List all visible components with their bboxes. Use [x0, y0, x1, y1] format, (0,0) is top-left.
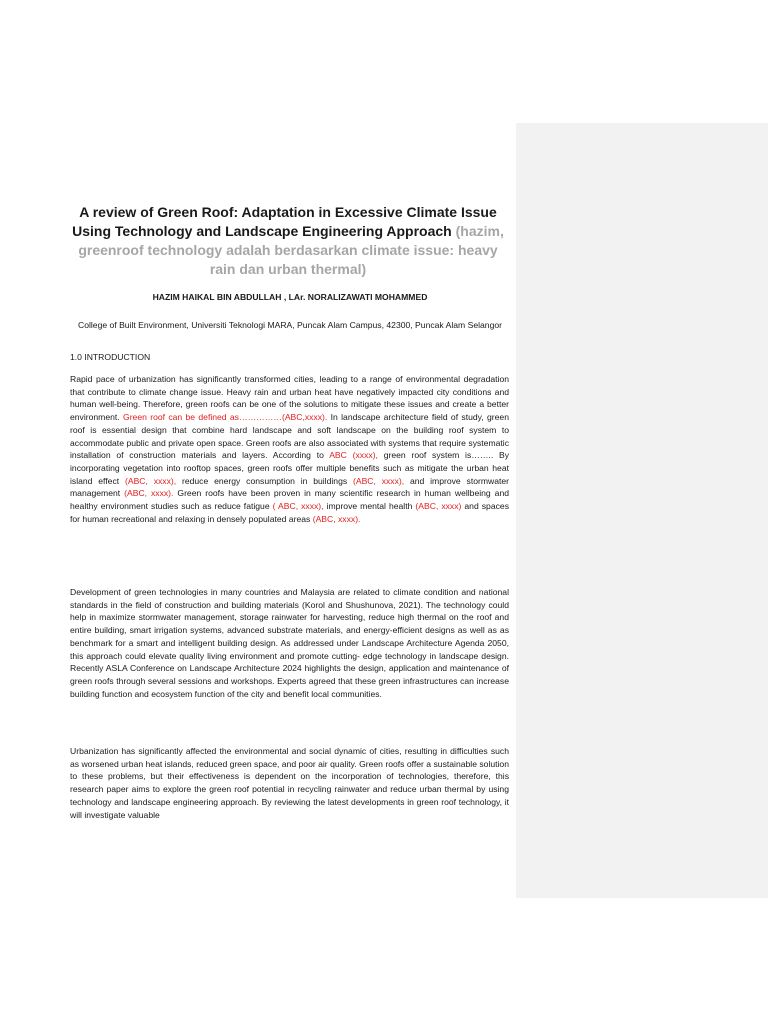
- citation-placeholder: (ABC, xxxx),: [352, 475, 405, 486]
- paper-title-main: A review of Green Roof: Adaptation in Excessive Climate Issue Using Technology and Landscape Engineering Approach: [72, 204, 497, 239]
- paragraph-intro: [70, 373, 509, 525]
- text-run: Rapid pace of urbanization has significantly transformed cities, leading to a range of environmental degradation that contribute to climate change issue. Heavy rain and urban heat have negatively impacted city conditions and human well-being. Therefore, green roofs can be one of the solutions to mitigate these issues and create a better environment.: [70, 374, 509, 423]
- section-heading: 1.0 INTRODUCTION: [70, 352, 151, 362]
- text-run: improve mental health: [326, 501, 413, 512]
- text-run: green roof system is…….. By incorporating vegetation into rooftop spaces, green roofs offer multiple benefits such as mitigate the urban heat island effect: [70, 450, 510, 486]
- citation-placeholder: Green roof can be defined as……………(ABC,xxxx).: [123, 412, 328, 423]
- text-run: Green roofs have been proven in many scientific research in human wellbeing and healthy environment studies such as reduce fatigue: [70, 488, 509, 512]
- authors-line: HAZIM HAIKAL BIN ABDULLAH , LAr. NORALIZAWATI MOHAMMED: [152, 292, 428, 302]
- paragraph-urbanization: Urbanization has significantly affected the environmental and social dynamic of cities, resulting in difficulties such as worsened urban heat islands, reduced green space, and poor air quality. Green roofs offer a sustainable solution to these problems, but their effectiveness is dependent on the incorporation of technologies, therefore, this research paper aims to explore the green roof potential in recycling rainwater and reduce urban thermal by using technology and landscape engineering approach. By reviewing the latest developments in green roof technology, it will investigate valuable: [70, 746, 509, 820]
- citation-placeholder: (ABC, xxxx).: [312, 513, 361, 524]
- text-run: reduce energy consumption in buildings: [181, 475, 348, 486]
- paper-title: [66, 203, 510, 279]
- comment-band[interactable]: [516, 123, 768, 898]
- affiliation: College of Built Environment, Universiti Teknologi MARA, Puncak Alam Campus, 42300, Puncak Alam Selangor: [77, 320, 502, 330]
- citation-placeholder: (ABC, xxxx): [415, 501, 462, 512]
- citation-placeholder: (ABC, xxxx),: [124, 475, 177, 486]
- text-run: and improve stormwater management: [70, 475, 510, 499]
- citation-placeholder: ( ABC, xxxx),: [272, 501, 324, 512]
- citation-placeholder: ABC (xxxx),: [329, 450, 378, 461]
- text-run: In landscape architecture field of study, green roof is essential design that combine hard landscape and soft landscape on the building roof system to accommodate public and private open space. Green roofs are also associated with systems that require systematic installation of construction materials and layers. According to: [70, 412, 509, 461]
- text-run: and spaces for human recreational and relaxing in densely populated areas: [70, 501, 509, 524]
- paragraph-green-technologies: Development of green technologies in many countries and Malaysia are related to climate condition and national standards in the field of construction and building materials (Korol and Shushunova, 2021). The technology could help in maximize stormwater management, storage rainwater for harvesting, reduce high thermal on the roof and entire building, smart irrigation systems, advanced substrate materials, and energy-efficient designs as well as as benchmark for a smart and intelligent building design. As addressed under Landscape Architecture Agenda 2050, this approach could elevate quality living environment and promote cutting- edge technology in landscape design. Recently ASLA Conference on Landscape Architecture 2024 highlights the design, application and maintenance of green roofs through several sessions and workshops. Experts agreed that these green infrastructures can increase building function and ecosystem function of the city and benefit local communities.: [70, 587, 509, 699]
- citation-placeholder: (ABC, xxxx).: [124, 488, 174, 499]
- paper-title-note: (hazim, greenroof technology adalah berdasarkan climate issue: heavy rain dan urban thermal): [78, 223, 504, 277]
- comment-pane: [516, 0, 768, 1024]
